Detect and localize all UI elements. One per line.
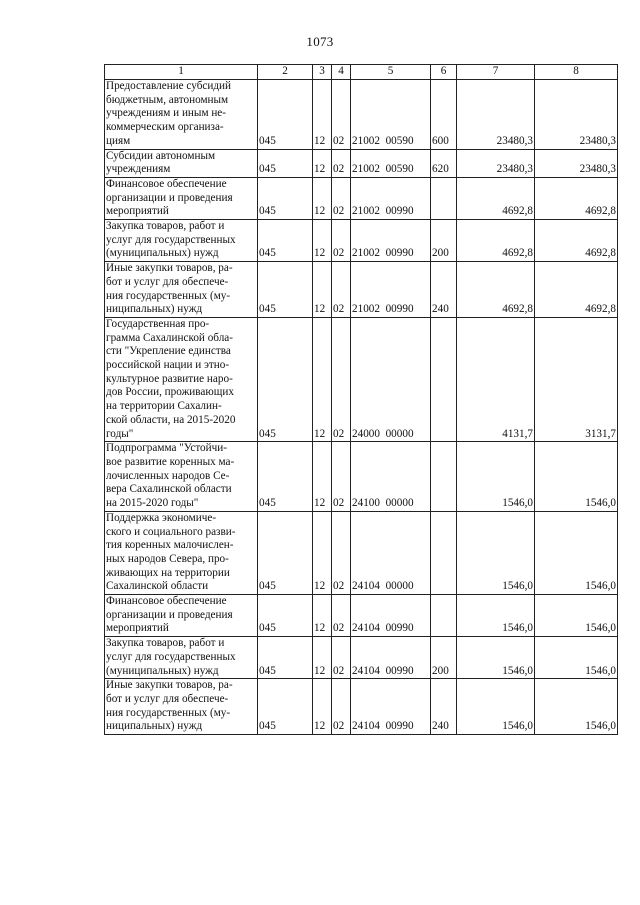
section-code: 12 <box>313 177 332 219</box>
amount-col7: 4692,8 <box>457 220 535 262</box>
target-article-code: 21002 00990 <box>351 262 431 318</box>
amount-col7: 1546,0 <box>457 442 535 512</box>
subsection-code: 02 <box>332 679 351 735</box>
ministry-code: 045 <box>258 80 313 150</box>
amount-col8: 4692,8 <box>535 177 618 219</box>
subsection-code: 02 <box>332 595 351 637</box>
amount-col8: 3131,7 <box>535 317 618 441</box>
expense-type-code <box>431 177 457 219</box>
amount-col7: 4692,8 <box>457 177 535 219</box>
expense-type-code <box>431 595 457 637</box>
column-header: 2 <box>258 65 313 80</box>
budget-table <box>104 64 618 735</box>
expense-type-code: 620 <box>431 149 457 177</box>
table-row <box>105 637 618 679</box>
target-article-code: 21002 00990 <box>351 220 431 262</box>
section-code: 12 <box>313 679 332 735</box>
section-code: 12 <box>313 442 332 512</box>
subsection-code: 02 <box>332 177 351 219</box>
target-article-code: 24104 00000 <box>351 511 431 594</box>
table-row <box>105 511 618 594</box>
page-number: 1073 <box>306 34 334 49</box>
subsection-code: 02 <box>332 80 351 150</box>
amount-col8: 1546,0 <box>535 442 618 512</box>
amount-col8: 1546,0 <box>535 679 618 735</box>
amount-col7: 1546,0 <box>457 511 535 594</box>
ministry-code: 045 <box>258 442 313 512</box>
section-code: 12 <box>313 262 332 318</box>
column-header: 8 <box>535 65 618 80</box>
expense-type-code <box>431 511 457 594</box>
row-name: Закупка товаров, работ и услуг для государственных (муниципальных) нужд <box>105 637 258 679</box>
section-code: 12 <box>313 317 332 441</box>
section-code: 12 <box>313 149 332 177</box>
expense-type-code: 600 <box>431 80 457 150</box>
column-header: 3 <box>313 65 332 80</box>
table-row <box>105 177 618 219</box>
table-row <box>105 149 618 177</box>
expense-type-code: 200 <box>431 220 457 262</box>
row-name: Финансовое обеспечение организации и проведения мероприятий <box>105 177 258 219</box>
table-row <box>105 442 618 512</box>
amount-col7: 4131,7 <box>457 317 535 441</box>
amount-col7: 1546,0 <box>457 637 535 679</box>
row-name: Закупка товаров, работ и услуг для государственных (муниципальных) нужд <box>105 220 258 262</box>
expense-type-code: 240 <box>431 262 457 318</box>
row-name: Иные закупки товаров, ра- бот и услуг для обеспече- ния государственных (му- ниципальных) нужд <box>105 262 258 318</box>
amount-col8: 23480,3 <box>535 149 618 177</box>
section-code: 12 <box>313 80 332 150</box>
section-code: 12 <box>313 595 332 637</box>
expense-type-code: 240 <box>431 679 457 735</box>
ministry-code: 045 <box>258 317 313 441</box>
subsection-code: 02 <box>332 262 351 318</box>
subsection-code: 02 <box>332 149 351 177</box>
ministry-code: 045 <box>258 177 313 219</box>
ministry-code: 045 <box>258 679 313 735</box>
table-row <box>105 80 618 150</box>
row-name: Субсидии автономным учреждениям <box>105 149 258 177</box>
target-article-code: 21002 00590 <box>351 149 431 177</box>
ministry-code: 045 <box>258 595 313 637</box>
ministry-code: 045 <box>258 637 313 679</box>
amount-col7: 1546,0 <box>457 595 535 637</box>
table-row <box>105 595 618 637</box>
row-name: Государственная про- грамма Сахалинской обла- сти "Укрепление единства российской нации и этно- культурное развитие наро- дов России, проживающих на территории Сахалин- ской области, на 2015-2020 годы" <box>105 317 258 441</box>
ministry-code: 045 <box>258 149 313 177</box>
amount-col7: 23480,3 <box>457 149 535 177</box>
target-article-code: 21002 00990 <box>351 177 431 219</box>
amount-col8: 1546,0 <box>535 595 618 637</box>
target-article-code: 24100 00000 <box>351 442 431 512</box>
section-code: 12 <box>313 220 332 262</box>
column-header: 7 <box>457 65 535 80</box>
table-row <box>105 317 618 441</box>
amount-col7: 4692,8 <box>457 262 535 318</box>
target-article-code: 24000 00000 <box>351 317 431 441</box>
section-code: 12 <box>313 511 332 594</box>
amount-col8: 1546,0 <box>535 637 618 679</box>
amount-col8: 23480,3 <box>535 80 618 150</box>
column-header: 6 <box>431 65 457 80</box>
subsection-code: 02 <box>332 220 351 262</box>
subsection-code: 02 <box>332 442 351 512</box>
row-name: Подпрограмма "Устойчи- вое развитие коренных ма- лочисленных народов Се- вера Сахалинской области на 2015-2020 годы" <box>105 442 258 512</box>
ministry-code: 045 <box>258 262 313 318</box>
table-row <box>105 679 618 735</box>
amount-col7: 1546,0 <box>457 679 535 735</box>
column-header: 4 <box>332 65 351 80</box>
amount-col7: 23480,3 <box>457 80 535 150</box>
expense-type-code: 200 <box>431 637 457 679</box>
column-header: 5 <box>351 65 431 80</box>
row-name: Предоставление субсидий бюджетным, автономным учреждениям и иным не- коммерческим организа- циям <box>105 80 258 150</box>
expense-type-code <box>431 317 457 441</box>
row-name: Иные закупки товаров, ра- бот и услуг для обеспече- ния государственных (му- ниципальных) нужд <box>105 679 258 735</box>
section-code: 12 <box>313 637 332 679</box>
target-article-code: 24104 00990 <box>351 679 431 735</box>
amount-col8: 1546,0 <box>535 511 618 594</box>
subsection-code: 02 <box>332 511 351 594</box>
header-row <box>105 65 618 80</box>
row-name: Поддержка экономиче- ского и социального разви- тия коренных малочислен- ных народов Севера, про- живающих на территории Сахалинской области <box>105 511 258 594</box>
subsection-code: 02 <box>332 637 351 679</box>
table-row <box>105 262 618 318</box>
column-header: 1 <box>105 65 258 80</box>
amount-col8: 4692,8 <box>535 262 618 318</box>
row-name: Финансовое обеспечение организации и проведения мероприятий <box>105 595 258 637</box>
amount-col8: 4692,8 <box>535 220 618 262</box>
ministry-code: 045 <box>258 511 313 594</box>
subsection-code: 02 <box>332 317 351 441</box>
target-article-code: 24104 00990 <box>351 637 431 679</box>
expense-type-code <box>431 442 457 512</box>
ministry-code: 045 <box>258 220 313 262</box>
table-row <box>105 220 618 262</box>
target-article-code: 21002 00590 <box>351 80 431 150</box>
target-article-code: 24104 00990 <box>351 595 431 637</box>
